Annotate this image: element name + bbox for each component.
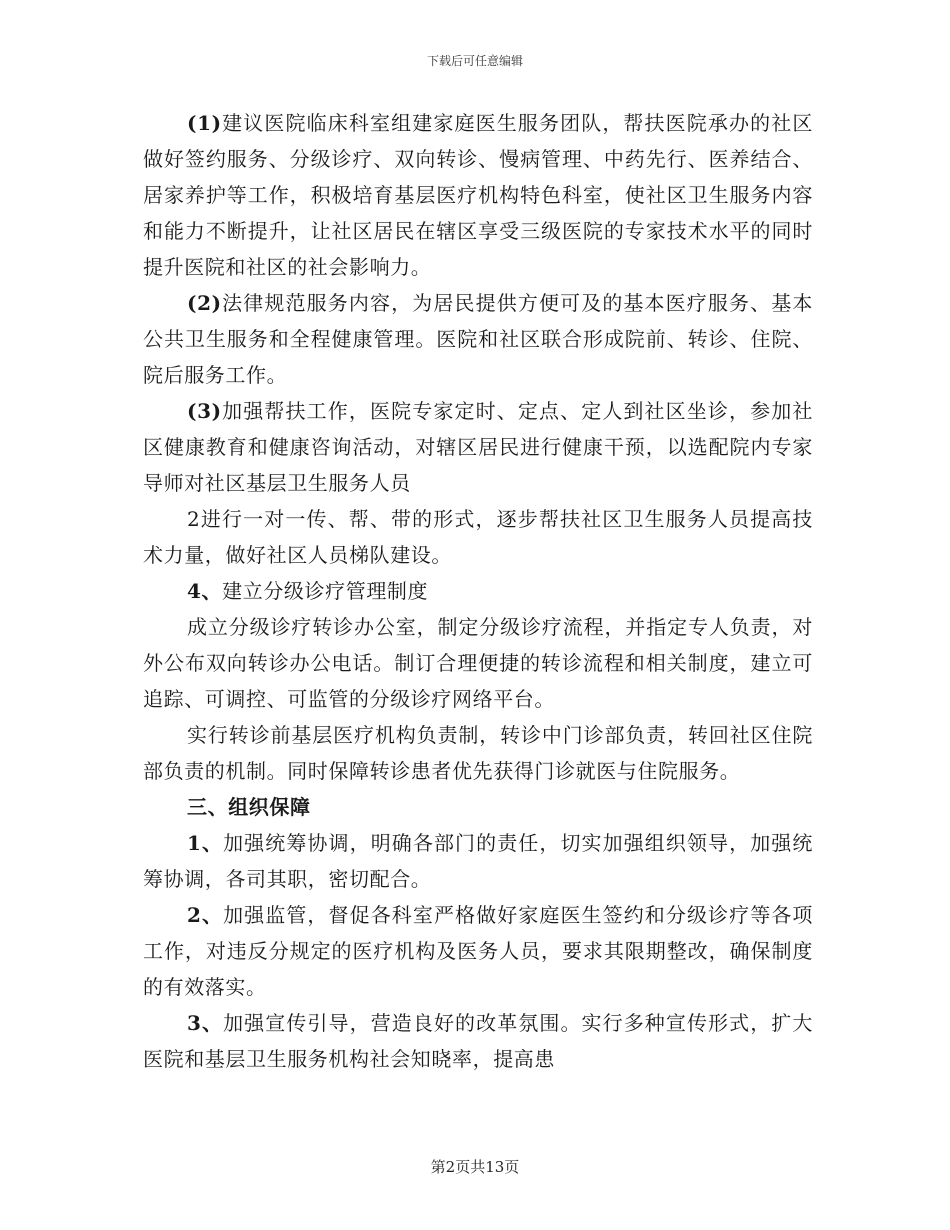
paragraph-text: 加强帮扶工作，医院专家定时、定点、定人到社区坐诊，参加社区健康教育和健康咨询活动，对辖区居民进行健康干预，以选配院内专家导师对社区基层卫生服务人员	[143, 399, 813, 495]
paragraph-lead: 2、	[187, 903, 224, 927]
paragraph-1	[143, 105, 813, 285]
paragraph-lead: (2)	[187, 291, 222, 315]
paragraph-5	[143, 609, 813, 717]
heading-text: 三、组织保障	[187, 795, 311, 819]
page-number: 第2页共13页	[430, 1158, 520, 1176]
paragraph-text: 实行转诊前基层医疗机构负责制，转诊中门诊部负责，转回社区住院部负责的机制。同时保障转诊患者优先获得门诊就医与住院服务。	[143, 723, 813, 783]
paragraph-text: 法律规范服务内容，为居民提供方便可及的基本医疗服务、基本公共卫生服务和全程健康管理。医院和社区联合形成院前、转诊、住院、院后服务工作。	[143, 291, 813, 387]
paragraph-text: 加强宣传引导，营造良好的改革氛围。实行多种宣传形式，扩大医院和基层卫生服务机构社会知晓率，提高患	[143, 1011, 813, 1071]
paragraph-6	[143, 717, 813, 789]
paragraph-lead: 3、	[187, 1011, 224, 1035]
section-heading-3	[143, 789, 813, 825]
paragraph-9	[143, 1005, 813, 1077]
paragraph-lead: (1)	[187, 111, 222, 135]
paragraph-text: 2进行一对一传、帮、带的形式，逐步帮扶社区卫生服务人员提高技术力量，做好社区人员梯队建设。	[143, 507, 813, 567]
paragraph-text: 成立分级诊疗转诊办公室，制定分级诊疗流程，并指定专人负责，对外公布双向转诊办公电话。制订合理便捷的转诊流程和相关制度，建立可追踪、可调控、可监管的分级诊疗网络平台。	[143, 615, 813, 711]
paragraph-3	[143, 393, 813, 501]
document-body	[143, 105, 813, 1077]
header-note: 下载后可任意编辑	[426, 54, 523, 68]
paragraph-4	[143, 501, 813, 573]
heading-number: 4、	[187, 579, 223, 603]
paragraph-text: 加强统筹协调，明确各部门的责任，切实加强组织领导，加强统筹协调，各司其职，密切配合。	[143, 831, 813, 891]
paragraph-lead: (3)	[187, 399, 222, 423]
paragraph-7	[143, 825, 813, 897]
paragraph-lead: 1、	[187, 831, 224, 855]
heading-text: 建立分级诊疗管理制度	[222, 579, 429, 603]
paragraph-2	[143, 285, 813, 393]
paragraph-text: 加强监管，督促各科室严格做好家庭医生签约和分级诊疗等各项工作，对违反分规定的医疗机构及医务人员，要求其限期整改，确保制度的有效落实。	[143, 903, 813, 999]
section-heading-4	[143, 573, 813, 609]
paragraph-8	[143, 897, 813, 1005]
paragraph-text: 建议医院临床科室组建家庭医生服务团队，帮扶医院承办的社区做好签约服务、分级诊疗、双向转诊、慢病管理、中药先行、医养结合、居家养护等工作，积极培育基层医疗机构特色科室，使社区卫生服务内容和能力不断提升，让社区居民在辖区享受三级医院的专家技术水平的同时提升医院和社区的社会影响力。	[143, 111, 813, 279]
